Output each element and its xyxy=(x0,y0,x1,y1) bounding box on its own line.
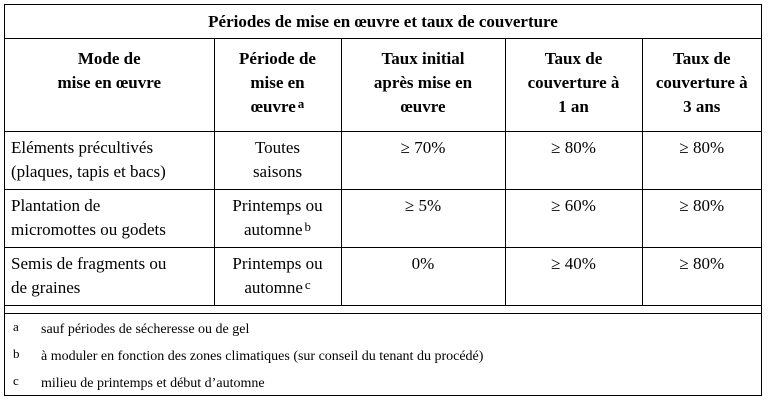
cell-periode: Printemps ou automne $^b$ xyxy=(214,189,341,247)
cell-mode: Eléments précultivés (plaques, tapis et bacs) xyxy=(5,131,214,189)
footnote-letter: a xyxy=(13,319,19,334)
cell-mode: Plantation de micromottes ou godets xyxy=(5,189,214,247)
table-row xyxy=(5,131,761,189)
footnote-ref-a: a xyxy=(297,96,305,111)
footnote-letter: b xyxy=(13,346,20,361)
footnotes xyxy=(5,313,761,395)
cell-taux-initial: 0% xyxy=(341,247,505,305)
footnote xyxy=(5,346,761,373)
footnote-text: milieu de printemps et début d’automne xyxy=(41,376,265,391)
cell-taux-1-an: ≥ 60% xyxy=(505,189,642,247)
cell-taux-3-ans: ≥ 80% xyxy=(642,247,761,305)
header-taux-1-an: Taux de couverture à 1 an xyxy=(505,39,642,131)
footnote-ref-c: c xyxy=(304,276,311,292)
footnote xyxy=(5,319,761,346)
table-row xyxy=(5,247,761,305)
cell-taux-3-ans: ≥ 80% xyxy=(642,189,761,247)
footnote-text: à moduler en fonction des zones climatiques (sur conseil du tenant du procédé) xyxy=(41,349,484,364)
table-row xyxy=(5,189,761,247)
footnote xyxy=(5,373,761,400)
cell-taux-initial: ≥ 5% xyxy=(341,189,505,247)
header-mode: Mode de mise en œuvre xyxy=(5,39,214,131)
coverage-table xyxy=(5,39,761,306)
cell-taux-1-an: ≥ 40% xyxy=(505,247,642,305)
footnote-text: sauf périodes de sécheresse ou de gel xyxy=(41,322,250,337)
table-frame xyxy=(4,4,762,396)
footnote-ref-b: b xyxy=(304,218,312,234)
header-taux-3-ans: Taux de couverture à 3 ans xyxy=(642,39,761,131)
cell-taux-1-an: ≥ 80% xyxy=(505,131,642,189)
header-periode: Période de mise en œuvre $^a$ xyxy=(214,39,341,131)
table-title: Périodes de mise en œuvre et taux de couverture xyxy=(5,5,761,39)
cell-periode: Printemps ou automne $^c$ xyxy=(214,247,341,305)
cell-periode: Toutes saisons xyxy=(214,131,341,189)
cell-mode: Semis de fragments ou de graines xyxy=(5,247,214,305)
cell-taux-3-ans: ≥ 80% xyxy=(642,131,761,189)
header-row xyxy=(5,39,761,131)
header-taux-initial: Taux initial après mise en œuvre xyxy=(341,39,505,131)
cell-taux-initial: ≥ 70% xyxy=(341,131,505,189)
footnote-letter: c xyxy=(13,373,19,388)
